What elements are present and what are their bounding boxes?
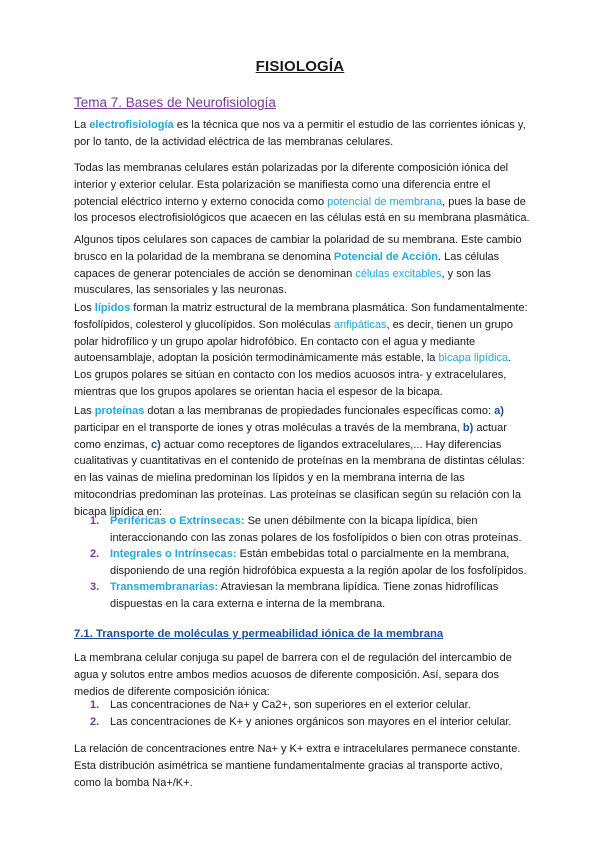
term-lipidos: lípidos bbox=[94, 302, 131, 314]
list-item: 2. Las concentraciones de K+ y aniones orgánicos son mayores en el interior celular. bbox=[90, 715, 512, 728]
list-item: 2. Integrales o Intrínsecas: Están embebidas total o parcialmente en la membrana, disponiendo de una región hidrofóbica expuesta a la región apolar de los fosfolípidos. bbox=[90, 548, 527, 577]
protein-types-list bbox=[74, 513, 530, 613]
term-proteinas: proteínas bbox=[94, 405, 145, 417]
term-celulas-excitables: células excitables bbox=[355, 267, 442, 280]
document-title: FISIOLOGÍA bbox=[255, 58, 345, 75]
list-item: 3. Transmembranarias: Atraviesan la membrana lipídica. Tiene zonas hidrofílicas dispuestas en la cara externa e interna de la membrana. bbox=[90, 581, 499, 610]
paragraph-potencial-accion: Algunos tipos celulares son capaces de cambiar la polaridad de su membrana. Este cambio brusco en la polaridad de la membrana se denomina Potencial de Acción. Las células capaces de generar potenciales de acción se denominan células excitables, y son las musculares, las sensoriales y las neuronas. bbox=[74, 234, 522, 297]
paragraph-polarizacion: Todas las membranas celulares están polarizadas por la diferente composición iónica del interior y exterior celular. Esta polarización se manifiesta como una diferencia entre el potencial eléctrico interno y externo conocida como potencial de membrana, pues la base de los procesos electrofisiológicos que acaecen en las células está en su membrana plasmática. bbox=[74, 162, 530, 225]
section-heading: Tema 7. Bases de Neurofisiología bbox=[74, 95, 276, 110]
concentrations-list bbox=[74, 697, 530, 730]
paragraph-bomba: La relación de concentraciones entre Na+ y K+ extra e intracelulares permanece constante. Esta distribución asimétrica se mantiene fundamentalmente gracias al transporte activo, como la bomba Na+/K+. bbox=[74, 743, 521, 789]
paragraph-barrera: La membrana celular conjuga su papel de barrera con el de regulación del intercambio de agua y solutos entre ambos medios acuosos de diferente composición. Así, separa dos medios de diferente composición iónica: bbox=[74, 652, 512, 698]
term-potencial-membrana: potencial de membrana bbox=[327, 195, 443, 208]
paragraph-lipidos: Los lípidos forman la matriz estructural de la membrana plasmática. Son fundamentalmente: fosfolípidos, colesterol y glucolípidos. Son moléculas anfipáticas, es decir, tienen un grupo polar hidrofílico y un grupo apolar hidrofóbico. En contacto con el agua y mediante autoensamblaje, adoptan la posición termodinámicamente más estable, la bicapa lipídica. Los grupos polares se sitúan en contacto con los medios acuosos intra- y extracelulares, mientras que los grupos apolares se orientan hacia el espesor de la bicapa. bbox=[74, 302, 528, 398]
term-anfipaticas: anfipáticas bbox=[333, 318, 387, 331]
paragraph-electrofisiologia: La electrofisiología es la técnica que nos va a permitir el estudio de las corrientes iónicas y, por lo tanto, de la actividad eléctrica de las membranas celulares. bbox=[74, 119, 526, 148]
list-item: 1. Periféricas o Extrínsecas: Se unen débilmente con la bicapa lipídica, bien interaccionando con las zonas polares de los fosfolípidos o bien con otras proteínas. bbox=[90, 515, 522, 544]
term-electrofisiologia: electrofisiología bbox=[89, 119, 174, 131]
list-item: 1. Las concentraciones de Na+ y Ca2+, son superiores en el exterior celular. bbox=[90, 699, 471, 711]
paragraph-proteinas: Las proteínas dotan a las membranas de propiedades funcionales específicas como: a) participar en el transporte de iones y otras moléculas a través de la membrana, b) actuar como enzimas, c) actuar como receptores de ligandos extracelulares,... Hay diferencias cualitativas y cuantitativas en el contenido de proteínas en la membrana de distintas células: en las vainas de mielina predominan los lípidos y en la membrana interna de las mitocondrias predominan las proteínas. Las proteínas se clasifican según su relación con la bicapa lipídica en: bbox=[74, 405, 525, 518]
term-bicapa-lipidica: bicapa lipídica bbox=[438, 352, 509, 365]
term-potencial-accion: Potencial de Acción bbox=[333, 250, 439, 263]
subsection-heading: 7.1. Transporte de moléculas y permeabilidad iónica de la membrana bbox=[74, 628, 444, 640]
